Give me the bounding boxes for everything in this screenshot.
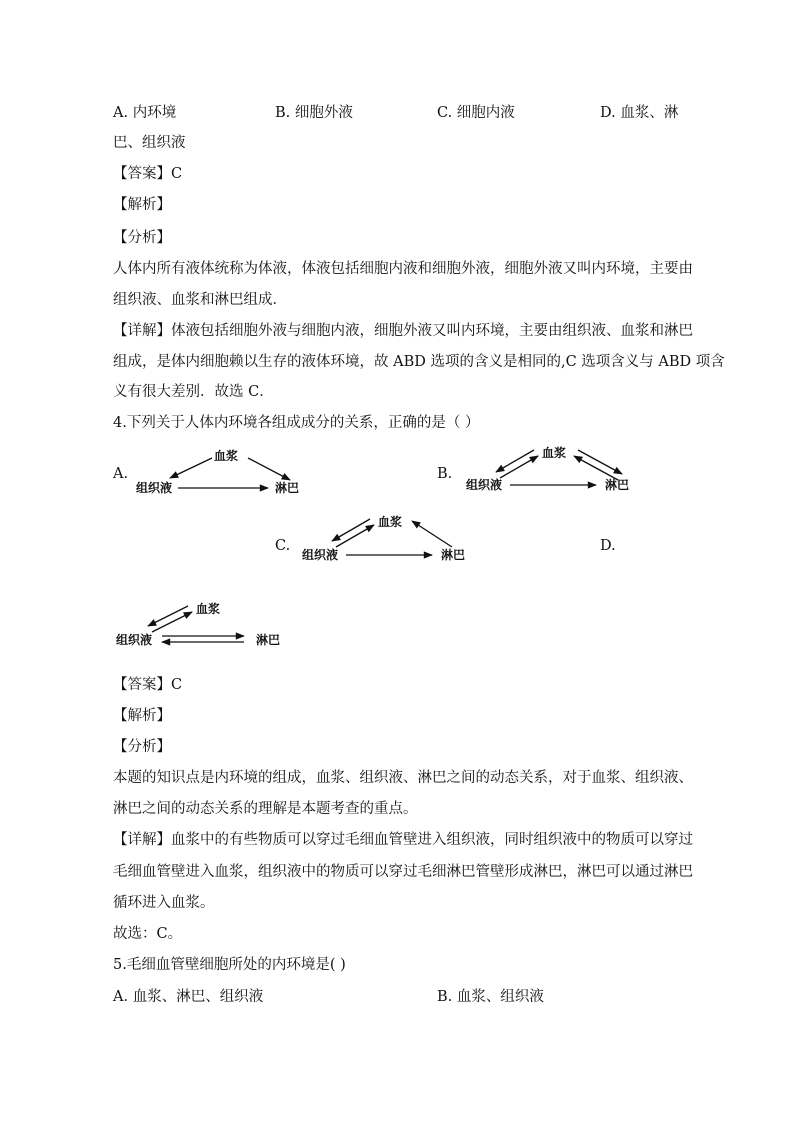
diagram-d	[110, 598, 300, 652]
detail-text: 组成，是体内细胞赖以生存的液体环境，故 ABD 选项的含义是相同的,C 选项含义与 ABD 项含	[113, 354, 725, 370]
node-lymph: 淋巴	[256, 633, 281, 647]
node-tissue: 组织液	[466, 478, 503, 492]
node-tissue: 组织液	[302, 548, 339, 562]
q5-option-b: B. 血浆、组织液	[437, 989, 544, 1005]
node-plasma: 血浆	[378, 515, 403, 529]
arrow-plasma-to-lymph	[248, 458, 290, 480]
diagram-label-d: D.	[600, 538, 616, 554]
option-d-continued: 巴、组织液	[113, 135, 186, 151]
node-lymph: 淋巴	[441, 548, 466, 562]
detail-text: 毛细血管壁进入血浆，组织液中的物质可以穿过毛细淋巴管壁形成淋巴，淋巴可以通过淋巴	[113, 864, 693, 880]
node-lymph: 淋巴	[605, 478, 630, 492]
analysis-text: 本题的知识点是内环境的组成，血浆、组织液、淋巴之间的动态关系，对于血浆、组织液、	[113, 770, 693, 786]
diagram-label-a: A.	[113, 466, 129, 482]
node-plasma: 血浆	[196, 602, 221, 616]
diagram-b	[460, 442, 650, 496]
jiexi-label: 【解析】	[113, 197, 171, 213]
answer-label: 【答案】C	[113, 677, 183, 693]
option-a: A. 内环境	[113, 105, 177, 121]
question-4-stem: 4.下列关于人体内环境各组成成分的关系，正确的是（ ）	[113, 415, 480, 431]
question-5-stem: 5.毛细血管壁细胞所处的内环境是( )	[113, 957, 346, 973]
choice-text: 故选：C。	[113, 926, 183, 942]
detail-text: 【详解】体液包括细胞外液与细胞内液，细胞外液又叫内环境，主要由组织液、血浆和淋巴	[113, 323, 693, 339]
arrow-tissue-to-plasma	[152, 612, 192, 632]
node-tissue: 组织液	[136, 481, 173, 495]
option-d: D. 血浆、淋	[600, 105, 679, 121]
diagram-a	[130, 446, 320, 498]
detail-text: 循环进入血浆。	[113, 895, 215, 911]
fenxi-label: 【分析】	[113, 230, 171, 246]
jiexi-label: 【解析】	[113, 708, 171, 724]
node-plasma: 血浆	[542, 446, 567, 460]
arrow-lymph-to-plasma	[412, 521, 452, 547]
fenxi-label: 【分析】	[113, 739, 171, 755]
diagram-label-c: C.	[275, 538, 291, 554]
node-plasma: 血浆	[214, 449, 239, 463]
answer-label: 【答案】C	[113, 166, 183, 182]
option-c: C. 细胞内液	[437, 105, 515, 121]
diagram-c	[296, 511, 486, 565]
detail-text: 【详解】血浆中的有些物质可以穿过毛细血管壁进入组织液，同时组织液中的物质可以穿过	[113, 832, 693, 848]
node-lymph: 淋巴	[275, 481, 300, 495]
arrow-plasma-to-tissue	[148, 606, 188, 626]
analysis-text: 人体内所有液体统称为体液，体液包括细胞内液和细胞外液，细胞外液又叫内环境，主要由	[113, 261, 693, 277]
q5-option-a: A. 血浆、淋巴、组织液	[113, 989, 264, 1005]
option-b: B. 细胞外液	[275, 105, 353, 121]
detail-text: 义有很大差别．故选 C．	[113, 384, 274, 400]
diagram-label-b: B.	[437, 466, 453, 482]
analysis-text: 淋巴之间的动态关系的理解是本题考查的重点。	[113, 801, 418, 817]
analysis-text: 组织液、血浆和淋巴组成．	[113, 292, 287, 308]
node-tissue: 组织液	[116, 633, 153, 647]
arrow-plasma-to-tissue	[170, 458, 212, 478]
